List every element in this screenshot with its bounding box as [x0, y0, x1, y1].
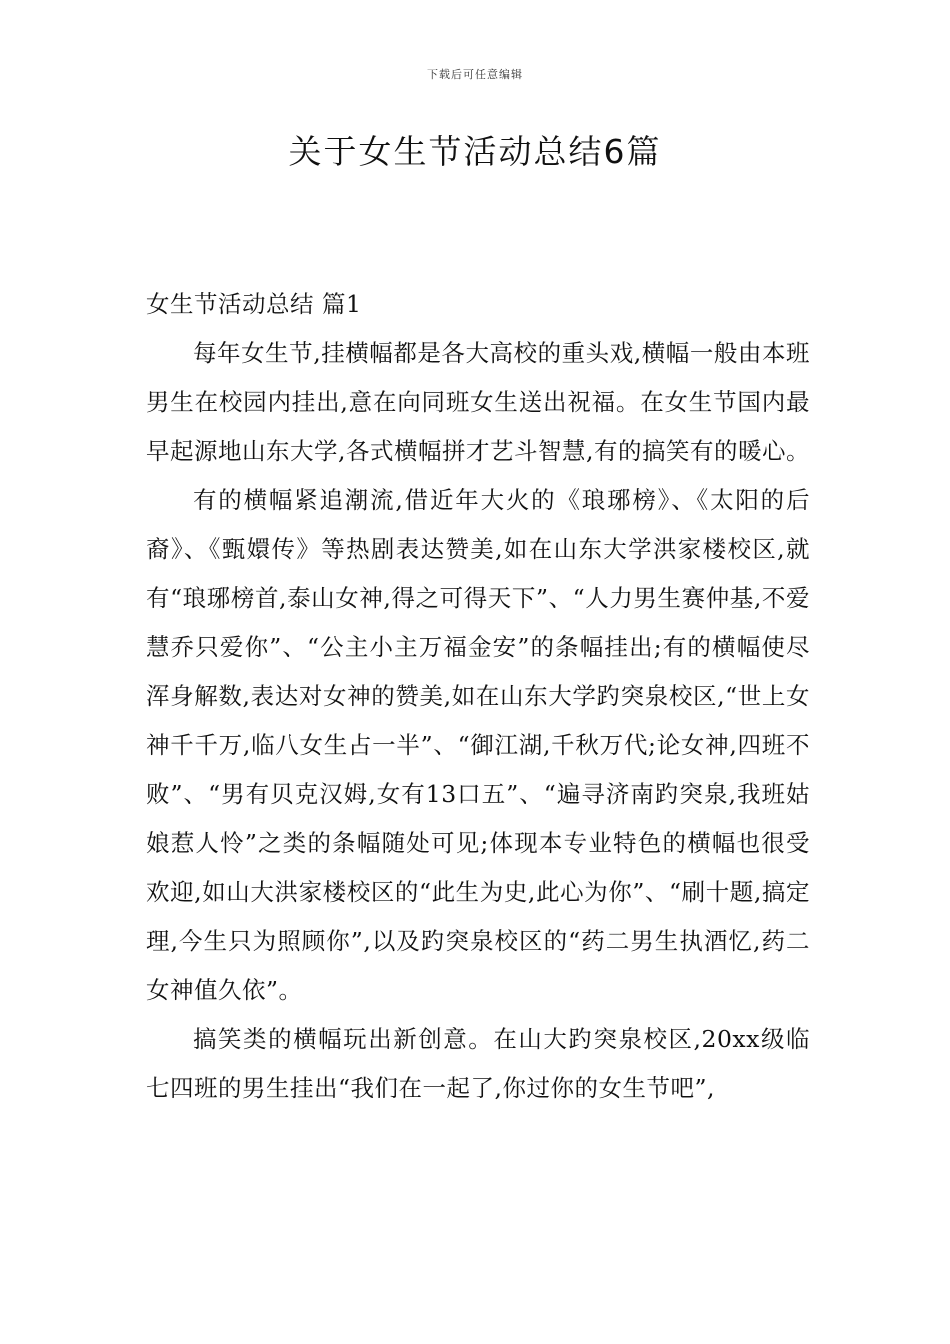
paragraph-3: 搞笑类的横幅玩出新创意。在山大趵突泉校区,20xx级临七四班的男生挂出“我们在一起了,你过你的女生节吧”, [146, 1025, 810, 1102]
document-body [146, 280, 810, 1113]
page-header-note: 下载后可任意编辑 [427, 68, 523, 81]
document-title: 关于女生节活动总结6篇 [288, 132, 662, 171]
paragraph-1: 每年女生节,挂横幅都是各大高校的重头戏,横幅一般由本班男生在校园内挂出,意在向同班女生送出祝福。在女生节国内最早起源地山东大学,各式横幅拼才艺斗智慧,有的搞笑有的暖心。 [146, 339, 810, 465]
section-heading: 女生节活动总结 篇1 [146, 290, 362, 318]
paragraph-2: 有的横幅紧追潮流,借近年大火的《琅琊榜》、《太阳的后裔》、《甄嬛传》等热剧表达赞美,如在山东大学洪家楼校区,就有“琅琊榜首,泰山女神,得之可得天下”、“人力男生赛仲基,不爱慧乔只爱你”、“公主小主万福金安”的条幅挂出;有的横幅使尽浑身解数,表达对女神的赞美,如在山东大学趵突泉校区,“世上女神千千万,临八女生占一半”、“御江湖,千秋万代;论女神,四班不败”、“男有贝克汉姆,女有13口五”、“遍寻济南趵突泉,我班姑娘惹人怜”之类的条幅随处可见;体现本专业特色的横幅也很受欢迎,如山大洪家楼校区的“此生为史,此心为你”、“刷十题,搞定理,今生只为照顾你”,以及趵突泉校区的“药二男生执酒忆,药二女神值久依”。 [146, 486, 810, 1004]
